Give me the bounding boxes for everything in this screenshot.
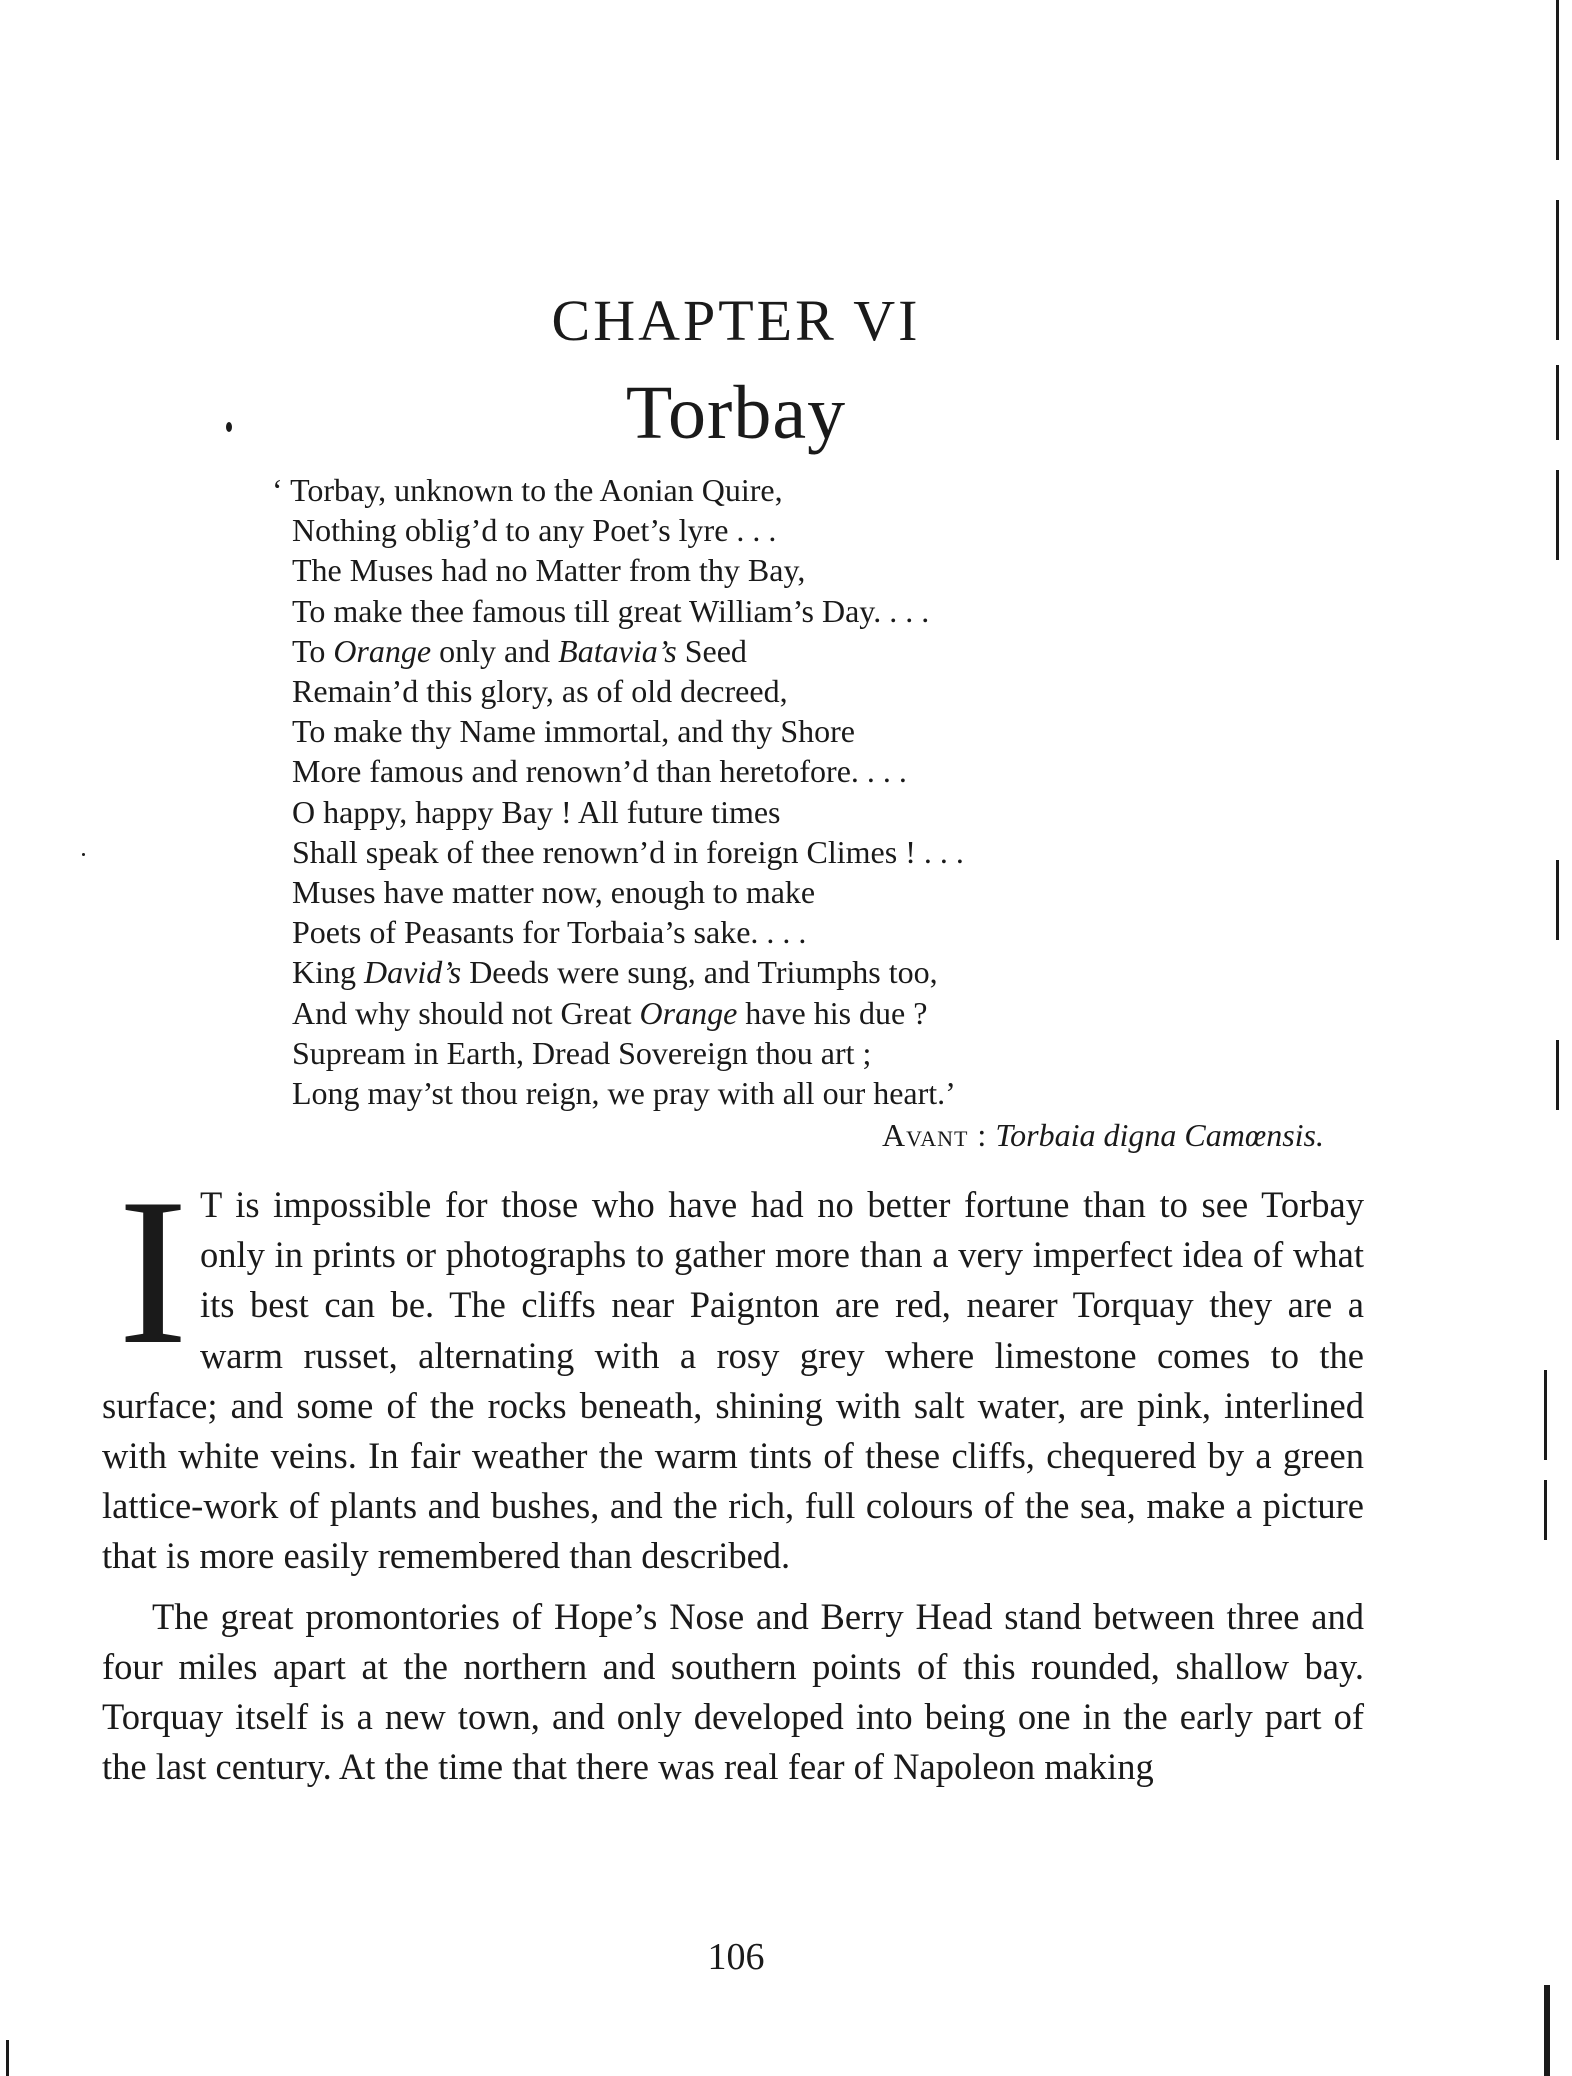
scan-edge-mark: [1556, 860, 1559, 940]
epigraph-line: To Orange only and Batavia’s Seed: [292, 632, 747, 669]
scan-edge-mark: [1556, 365, 1559, 440]
epigraph-line: Supream in Earth, Dread Sovereign thou art ;: [292, 1034, 872, 1071]
attribution-author: Avant :: [882, 1117, 988, 1153]
epigraph-line: And why should not Great Orange have his due ?: [292, 994, 928, 1031]
scan-speck: [82, 853, 85, 856]
scan-edge-mark: [1556, 0, 1559, 160]
body-text: [102, 1156, 1364, 1792]
drop-cap: I: [118, 1156, 188, 1388]
paragraph-1-text: T is impossible for those who have had no better fortune than to see Torbay only in prints or photographs to gather more than a very imperfect idea of what its best can be. The cliffs near Paignton are red, nearer Torquay they are a warm russet, alternating with a rosy grey where limestone comes to the surface; and some of the rocks beneath, shining with salt water, are pink, interlined with white veins. In fair weather the warm tints of these cliffs, chequered by a green lattice-work of plants and bushes, and the rich, full colours of the sea, make a picture that is more easily remembered than described.: [102, 1184, 1364, 1577]
page-number: 106: [707, 1936, 765, 1978]
epigraph-line: Muses have matter now, enough to make: [292, 874, 816, 911]
epigraph: [272, 470, 1212, 1113]
scan-edge-mark: [6, 2040, 9, 2076]
epigraph-line: Shall speak of thee renown’d in foreign Climes ! . . .: [292, 833, 964, 870]
attribution-work: Torbaia digna Camœnsis.: [995, 1117, 1324, 1153]
scan-edge-mark: [1544, 1370, 1547, 1460]
paragraph-2: The great promontories of Hope’s Nose and Berry Head stand between three and four miles apart at the northern and southern points of this rounded, shallow bay. Torquay itself is a new town, and only developed into being one in the early part of the last century. At the time that there was real fear of Napoleon making: [102, 1595, 1364, 1788]
scan-speck: [226, 422, 232, 432]
epigraph-line: Nothing oblig’d to any Poet’s lyre . . .: [292, 512, 777, 549]
chapter-title: Torbay: [625, 371, 847, 455]
epigraph-line: King David’s Deeds were sung, and Triumphs too,: [292, 954, 938, 991]
epigraph-attribution: [882, 1117, 1324, 1154]
scan-edge-mark: [1556, 470, 1559, 560]
scan-edge-mark: [1556, 200, 1559, 340]
epigraph-line: To make thee famous till great William’s Day. . . .: [292, 592, 930, 629]
scan-edge-mark: [1556, 1040, 1559, 1110]
chapter-number: CHAPTER VI: [551, 288, 921, 353]
epigraph-line: Remain’d this glory, as of old decreed,: [292, 673, 788, 710]
epigraph-line: To make thy Name immortal, and thy Shore: [292, 713, 855, 750]
epigraph-line: More famous and renown’d than heretofore. . . .: [292, 753, 907, 790]
epigraph-line: The Muses had no Matter from thy Bay,: [292, 552, 806, 589]
scan-edge-mark: [1544, 1985, 1550, 2076]
scan-edge-mark: [1544, 1480, 1547, 1540]
epigraph-line: Long may’st thou reign, we pray with all our heart.’: [292, 1075, 956, 1112]
epigraph-line: Poets of Peasants for Torbaia’s sake. . . .: [292, 914, 807, 951]
epigraph-line: ‘ Torbay, unknown to the Aonian Quire,: [272, 472, 783, 508]
epigraph-line: O happy, happy Bay ! All future times: [292, 793, 781, 830]
paragraph-1: [102, 1156, 1364, 1582]
